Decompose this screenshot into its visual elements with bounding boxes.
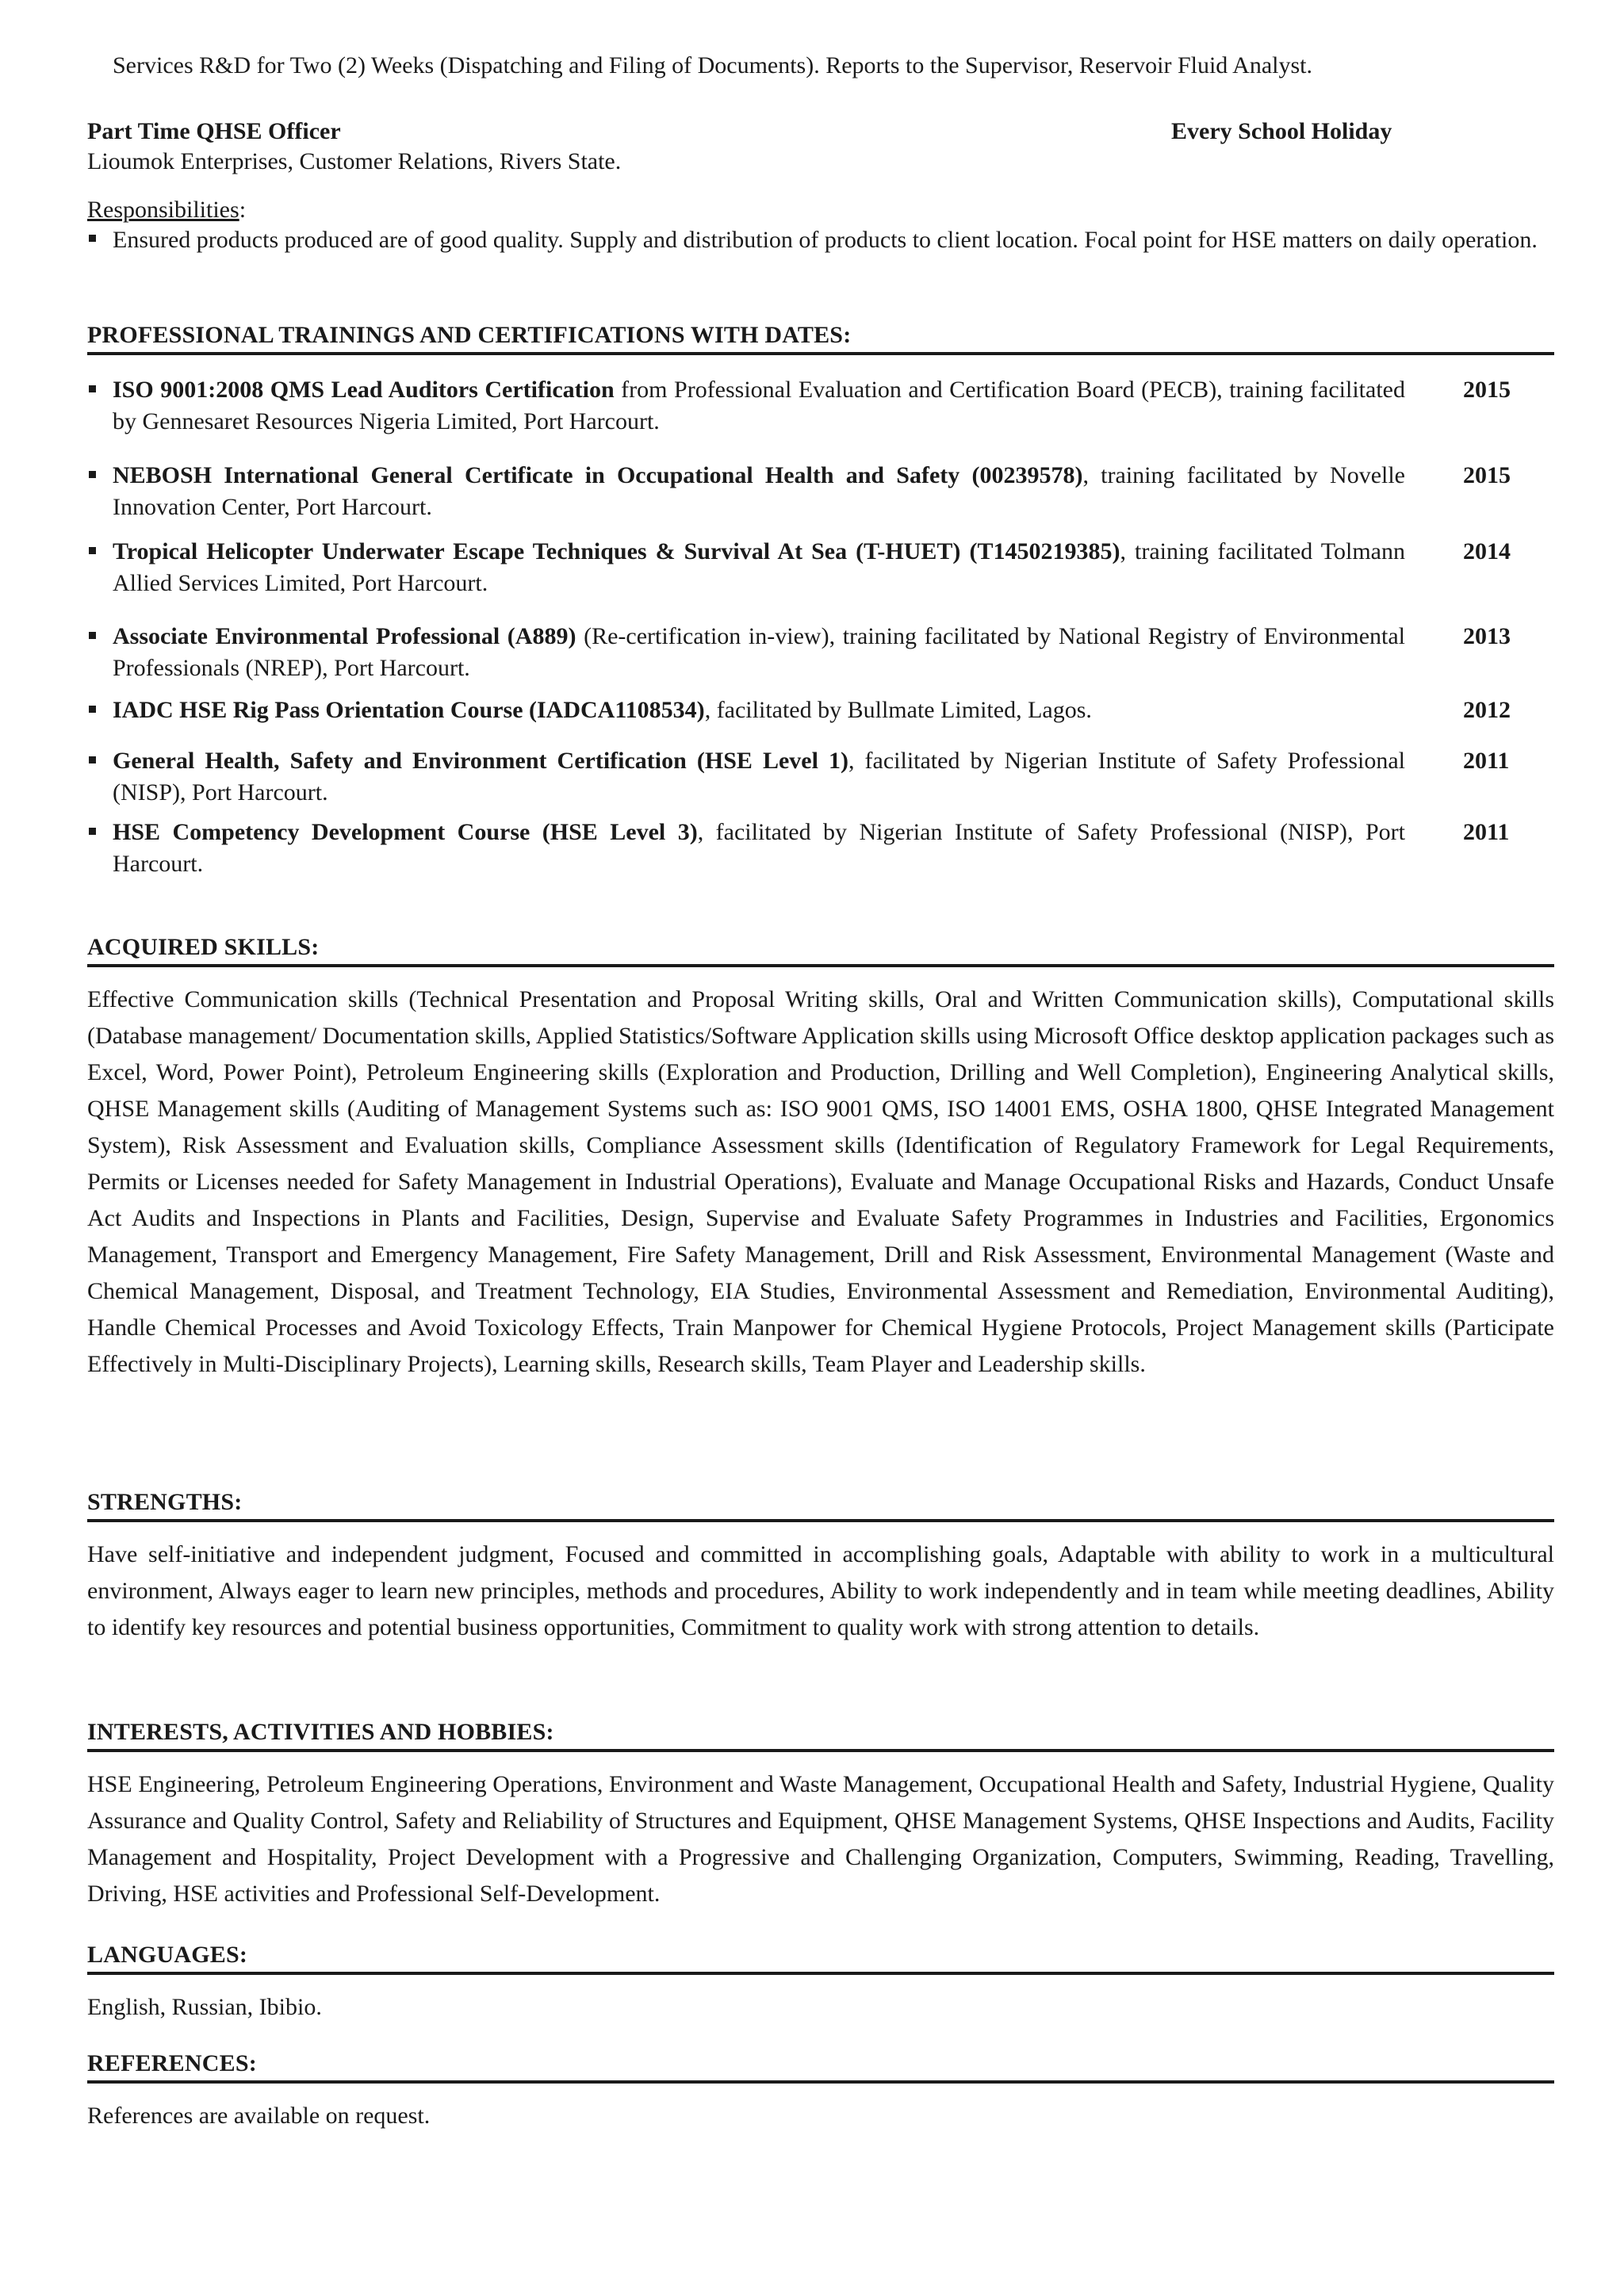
training-detail: , training facilitated Tolmann Allied Services Limited, Port Harcourt. bbox=[113, 538, 1405, 596]
intro-line: Services R&D for Two (2) Weeks (Dispatching and Filing of Documents). Reports to the Supervisor, Reservoir Fluid Analyst. bbox=[113, 52, 1312, 78]
strengths-heading: STRENGTHS: bbox=[87, 1489, 243, 1515]
responsibility-item: Ensured products produced are of good quality. Supply and distribution of products to client location. Focal point for HSE matters on daily operation. bbox=[113, 227, 1538, 253]
responsibilities-heading bbox=[87, 192, 1554, 228]
languages-text: English, Russian, Ibibio. bbox=[87, 1994, 322, 2020]
bullet-icon bbox=[89, 385, 96, 392]
skills-rule bbox=[87, 964, 1554, 967]
bullet-icon bbox=[89, 547, 96, 554]
references-text: References are available on request. bbox=[87, 2103, 431, 2129]
trainings-rule bbox=[87, 352, 1554, 355]
training-item bbox=[113, 460, 1405, 523]
responsibilities-colon: : bbox=[239, 197, 247, 223]
training-year: 2011 bbox=[1463, 819, 1510, 845]
training-year: 2015 bbox=[1463, 377, 1511, 403]
skills-text: Effective Communication skills (Technical Presentation and Proposal Writing skills, Oral and Written Communication skills), Computational skills (Database management/ Documentation skills, Applied Statistics/Software Application skills using Microsoft Office desktop application packages such as Excel, Word, Power Point), Petroleum Engineering skills (Exploration and Production, Drilling and Well Completion), Engineering Analytical skills, QHSE Management skills (Auditing of Management Systems such as: ISO 9001 QMS, ISO 14001 EMS, OSHA 1800, QHSE Integrated Management System), Risk Assessment and Evaluation skills, Compliance Assessment skills (Identification of Regulatory Framework for Legal Requirements, Permits or Licenses needed for Safety Management in Industrial Operations), Evaluate and Manage Occupational Risks and Hazards, Conduct Unsafe Act Audits and Inspections in Plants and Facilities, Design, Supervise and Evaluate Safety Programmes in Industries and Facilities, Ergonomics Management, Transport and Emergency Management, Fire Safety Management, Drill and Risk Assessment, Environmental Management (Waste and Chemical Management, Disposal, and Treatment Technology, EIA Studies, Environmental Assessment and Remediation, Environmental Auditing), Handle Chemical Processes and Avoid Toxicology Effects, Train Manpower for Chemical Hygiene Protocols, Project Management skills (Participate Effectively in Multi-Disciplinary Projects), Learning skills, Research skills, Team Player and Leadership skills. bbox=[87, 986, 1554, 1377]
training-detail: from Professional Evaluation and Certification Board (PECB), training facilitated by Gennesaret Resources Nigeria Limited, Port Harcourt. bbox=[113, 377, 1405, 434]
training-title: IADC HSE Rig Pass Orientation Course (IADCA1108534) bbox=[113, 697, 705, 723]
languages-rule bbox=[87, 1972, 1554, 1975]
training-title: HSE Competency Development Course (HSE Level 3) bbox=[113, 819, 698, 845]
training-item bbox=[113, 621, 1405, 684]
references-heading: REFERENCES: bbox=[87, 2050, 257, 2076]
training-year: 2011 bbox=[1463, 748, 1510, 774]
training-title: Associate Environmental Professional (A889) bbox=[113, 623, 576, 649]
training-year: 2012 bbox=[1463, 697, 1511, 723]
interests-heading: INTERESTS, ACTIVITIES AND HOBBIES: bbox=[87, 1719, 554, 1745]
bullet-icon bbox=[89, 828, 96, 835]
job-company: Lioumok Enterprises, Customer Relations, Rivers State. bbox=[87, 148, 622, 174]
responsibilities-label: Responsibilities bbox=[87, 197, 239, 223]
training-title: NEBOSH International General Certificate in Occupational Health and Safety (00239578) bbox=[113, 462, 1083, 488]
training-year: 2015 bbox=[1463, 462, 1511, 488]
bullet-icon bbox=[89, 706, 96, 713]
bullet-icon bbox=[89, 471, 96, 478]
training-item bbox=[113, 745, 1405, 809]
references-rule bbox=[87, 2080, 1554, 2084]
training-item bbox=[113, 536, 1405, 599]
job-title: Part Time QHSE Officer bbox=[87, 118, 341, 144]
bullet-icon bbox=[89, 756, 96, 763]
bullet-icon bbox=[89, 235, 96, 242]
strengths-rule bbox=[87, 1519, 1554, 1522]
training-title: General Health, Safety and Environment Certification (HSE Level 1) bbox=[113, 748, 848, 774]
trainings-heading: PROFESSIONAL TRAININGS AND CERTIFICATIONS WITH DATES: bbox=[87, 322, 852, 348]
job-period: Every School Holiday bbox=[1171, 118, 1392, 144]
training-year: 2014 bbox=[1463, 538, 1511, 564]
interests-rule bbox=[87, 1749, 1554, 1752]
training-year: 2013 bbox=[1463, 623, 1511, 649]
skills-heading: ACQUIRED SKILLS: bbox=[87, 934, 320, 960]
training-detail: , facilitated by Nigerian Institute of Safety Professional (NISP), Port Harcourt. bbox=[113, 748, 1405, 806]
interests-text: HSE Engineering, Petroleum Engineering Operations, Environment and Waste Management, Occupational Health and Safety, Industrial Hygiene, Quality Assurance and Quality Control, Safety and Reliability of Structures and Equipment, QHSE Management Systems, QHSE Inspections and Audits, Facility Management and Hospitality, Project Development with a Progressive and Challenging Organization, Computers, Swimming, Reading, Travelling, Driving, HSE activities and Professional Self-Development. bbox=[87, 1771, 1554, 1907]
bullet-icon bbox=[89, 632, 96, 639]
training-title: Tropical Helicopter Underwater Escape Techniques & Survival At Sea (T-HUET) (T1450219385) bbox=[113, 538, 1120, 564]
training-detail: , training facilitated by Novelle Innovation Center, Port Harcourt. bbox=[113, 462, 1405, 520]
training-detail: , facilitated by Bullmate Limited, Lagos. bbox=[704, 697, 1092, 723]
training-title: ISO 9001:2008 QMS Lead Auditors Certification bbox=[113, 377, 615, 403]
strengths-text: Have self-initiative and independent judgment, Focused and committed in accomplishing goals, Adaptable with ability to work in a multicultural environment, Always eager to learn new principles, methods and procedures, Ability to work independently and in team while meeting deadlines, Ability to identify key resources and potential business opportunities, Commitment to quality work with strong attention to details. bbox=[87, 1541, 1554, 1640]
training-item bbox=[113, 374, 1405, 438]
training-item bbox=[113, 695, 1405, 726]
languages-heading: LANGUAGES: bbox=[87, 1942, 248, 1968]
training-detail: (Re-certification in-view), training facilitated by National Registry of Environmental Professionals (NREP), Port Harcourt. bbox=[113, 623, 1405, 681]
training-detail: , facilitated by Nigerian Institute of Safety Professional (NISP), Port Harcourt. bbox=[113, 819, 1405, 877]
training-item bbox=[113, 817, 1405, 880]
